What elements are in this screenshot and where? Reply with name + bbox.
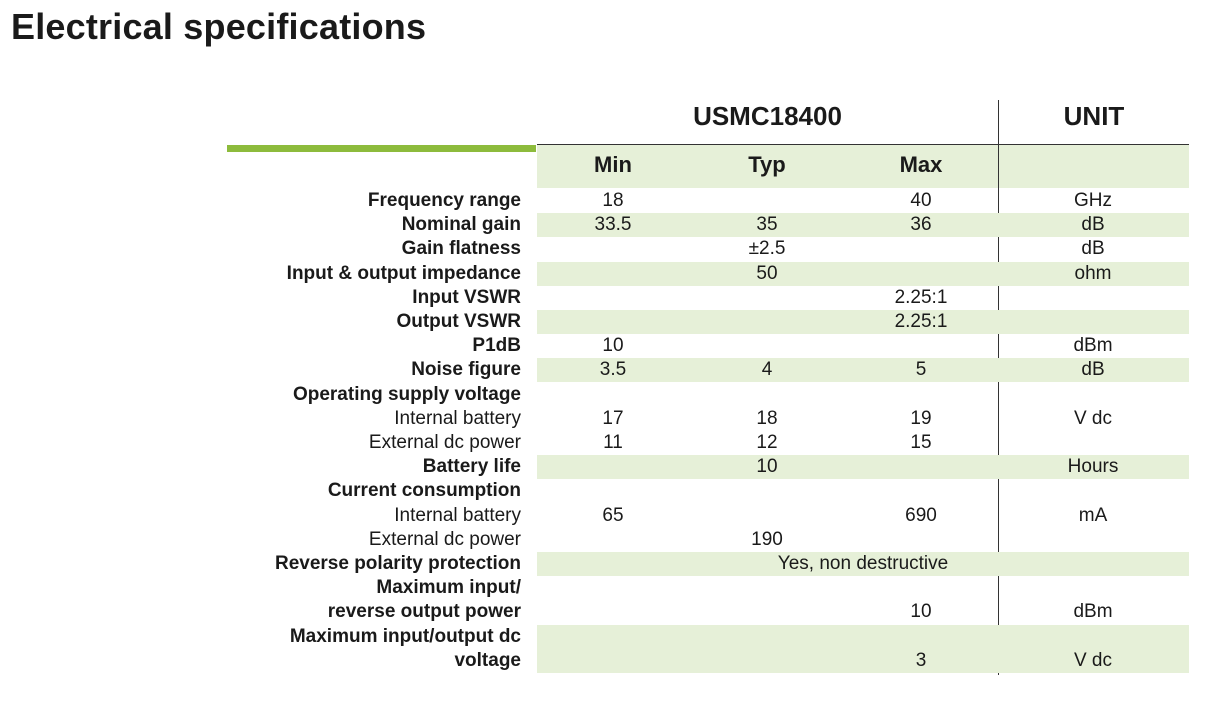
min-cell bbox=[543, 528, 683, 552]
table-row bbox=[0, 189, 1227, 213]
row-label: reverse output power bbox=[327, 601, 521, 623]
table-row bbox=[0, 455, 1227, 479]
table-row bbox=[0, 213, 1227, 237]
typ-column-header: Typ bbox=[748, 152, 786, 177]
max-cell: 40 bbox=[910, 190, 932, 211]
max-cell bbox=[851, 528, 991, 552]
typ-cell bbox=[697, 189, 837, 213]
min-column-header: Min bbox=[594, 152, 632, 177]
max-cell: 2.25:1 bbox=[894, 286, 948, 308]
typ-cell: 35 bbox=[756, 214, 778, 236]
table-row bbox=[0, 576, 1227, 600]
table-row bbox=[0, 310, 1227, 334]
min-cell bbox=[543, 479, 683, 503]
unit-cell bbox=[1023, 431, 1163, 455]
table-row bbox=[0, 358, 1227, 382]
row-label: Maximum input/ bbox=[376, 577, 521, 599]
max-cell: 10 bbox=[910, 601, 932, 623]
unit-cell bbox=[1023, 576, 1163, 600]
min-cell bbox=[543, 576, 683, 600]
unit-cell bbox=[1023, 625, 1163, 649]
table-row bbox=[0, 625, 1227, 649]
typ-cell bbox=[697, 576, 837, 600]
unit-cell bbox=[1023, 383, 1163, 407]
max-cell: 690 bbox=[905, 504, 937, 526]
max-cell bbox=[851, 455, 991, 479]
table-row bbox=[0, 431, 1227, 455]
row-label: Current consumption bbox=[327, 480, 521, 502]
max-cell: 5 bbox=[915, 359, 927, 381]
min-cell: 10 bbox=[602, 335, 624, 357]
table-row bbox=[0, 600, 1227, 624]
typ-cell: 4 bbox=[761, 359, 773, 381]
typ-cell: 12 bbox=[756, 432, 778, 453]
table-row bbox=[0, 649, 1227, 673]
row-label: Battery life bbox=[422, 456, 521, 478]
table-row bbox=[0, 479, 1227, 503]
row-label: Maximum input/output dc bbox=[289, 625, 521, 647]
min-cell: 17 bbox=[602, 407, 624, 429]
table-row bbox=[0, 286, 1227, 310]
table-row bbox=[0, 528, 1227, 552]
unit-cell bbox=[1023, 310, 1163, 334]
typ-cell: ±2.5 bbox=[748, 238, 786, 260]
max-column-header: Max bbox=[899, 152, 943, 177]
min-cell: 65 bbox=[602, 504, 624, 526]
row-label: Operating supply voltage bbox=[292, 383, 521, 405]
max-cell bbox=[851, 383, 991, 407]
min-cell bbox=[543, 286, 683, 310]
max-cell bbox=[851, 334, 991, 358]
unit-cell: GHz bbox=[1074, 190, 1112, 211]
max-cell bbox=[851, 625, 991, 649]
unit-cell bbox=[1023, 528, 1163, 552]
min-cell: 33.5 bbox=[594, 214, 632, 236]
row-label: Nominal gain bbox=[401, 214, 521, 236]
typ-cell: 190 bbox=[751, 528, 783, 550]
max-cell bbox=[851, 237, 991, 261]
unit-cell: ohm bbox=[1074, 262, 1112, 284]
max-cell: 3 bbox=[915, 649, 927, 671]
row-label: voltage bbox=[454, 649, 521, 671]
typ-cell: 10 bbox=[756, 456, 778, 478]
row-label: P1dB bbox=[472, 335, 521, 357]
unit-cell: mA bbox=[1078, 504, 1108, 526]
table-row bbox=[0, 383, 1227, 407]
min-cell bbox=[543, 310, 683, 334]
unit-cell: dBm bbox=[1073, 601, 1113, 623]
span-value-cell: Yes, non destructive bbox=[777, 553, 949, 574]
unit-cell: dBm bbox=[1073, 335, 1113, 357]
table-row bbox=[0, 504, 1227, 528]
min-cell bbox=[543, 649, 683, 673]
typ-cell bbox=[697, 383, 837, 407]
row-label: Noise figure bbox=[411, 359, 521, 381]
min-cell: 3.5 bbox=[599, 359, 627, 381]
typ-cell bbox=[697, 286, 837, 310]
typ-cell bbox=[697, 334, 837, 358]
row-label: Frequency range bbox=[367, 190, 521, 211]
max-cell bbox=[851, 262, 991, 286]
typ-cell bbox=[697, 649, 837, 673]
unit-cell: dB bbox=[1081, 359, 1105, 381]
table-row bbox=[0, 262, 1227, 286]
unit-cell: dB bbox=[1081, 214, 1105, 236]
typ-cell bbox=[697, 625, 837, 649]
min-cell: 18 bbox=[602, 190, 624, 211]
typ-cell: 18 bbox=[756, 407, 778, 429]
min-cell bbox=[543, 262, 683, 286]
max-cell: 2.25:1 bbox=[894, 311, 948, 332]
max-cell: 15 bbox=[910, 432, 932, 453]
min-cell bbox=[543, 625, 683, 649]
max-cell: 19 bbox=[910, 407, 932, 429]
unit-cell bbox=[1023, 286, 1163, 310]
green-accent-bar bbox=[227, 145, 536, 152]
unit-cell bbox=[1023, 479, 1163, 503]
page-title: Electrical specifications bbox=[11, 6, 427, 47]
typ-cell bbox=[697, 310, 837, 334]
row-label: Reverse polarity protection bbox=[274, 553, 521, 574]
table-row bbox=[0, 552, 1227, 576]
min-cell: 11 bbox=[603, 432, 623, 453]
typ-cell bbox=[697, 600, 837, 624]
model-header: USMC18400 bbox=[693, 101, 842, 131]
unit-cell: Hours bbox=[1067, 456, 1119, 478]
unit-header: UNIT bbox=[1063, 101, 1125, 131]
max-cell bbox=[851, 479, 991, 503]
typ-cell bbox=[697, 479, 837, 503]
row-label: Internal battery bbox=[394, 504, 521, 526]
row-label: Output VSWR bbox=[396, 311, 521, 332]
min-cell bbox=[543, 237, 683, 261]
table-row bbox=[0, 407, 1227, 431]
row-label: Gain flatness bbox=[401, 238, 521, 260]
min-cell bbox=[543, 383, 683, 407]
row-label: Internal battery bbox=[394, 407, 521, 429]
table-row bbox=[0, 237, 1227, 261]
typ-cell bbox=[697, 504, 837, 528]
row-label: Input & output impedance bbox=[286, 262, 521, 284]
row-label: External dc power bbox=[368, 528, 521, 550]
unit-cell: V dc bbox=[1073, 407, 1113, 429]
table-row bbox=[0, 334, 1227, 358]
row-label: Input VSWR bbox=[412, 286, 521, 308]
min-cell bbox=[543, 600, 683, 624]
typ-cell: 50 bbox=[756, 262, 778, 284]
unit-cell: dB bbox=[1081, 238, 1105, 260]
row-label: External dc power bbox=[368, 432, 521, 453]
unit-cell: V dc bbox=[1073, 649, 1113, 671]
max-cell bbox=[851, 576, 991, 600]
min-cell bbox=[543, 455, 683, 479]
max-cell: 36 bbox=[910, 214, 932, 236]
